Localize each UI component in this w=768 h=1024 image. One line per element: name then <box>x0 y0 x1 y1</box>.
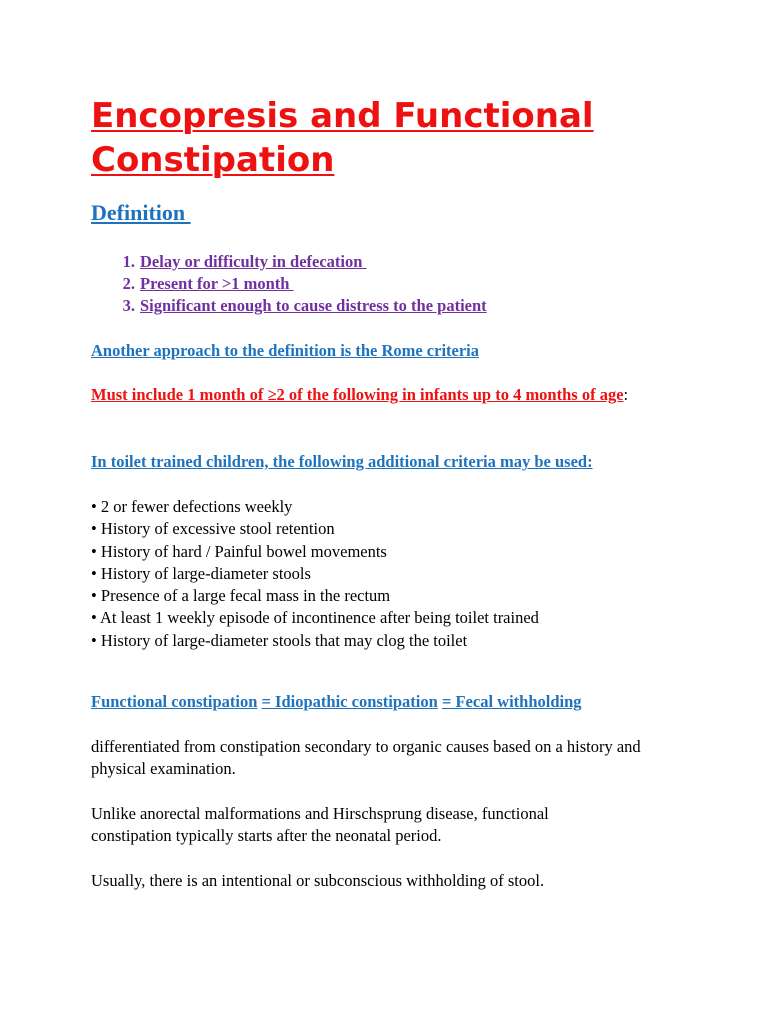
list-item-text: Delay or difficulty in defecation <box>140 252 367 271</box>
list-item-number: 2. <box>122 274 135 293</box>
list-item: • Presence of a large fecal mass in the rectum <box>91 586 391 606</box>
list-item: • History of hard / Painful bowel movements <box>91 541 387 561</box>
withholding-paragraph: Usually, there is an intentional or subconscious withholding of stool. <box>91 871 545 890</box>
rome-criteria-line <box>91 340 479 362</box>
list-item <box>91 251 487 273</box>
definition-heading: Definition <box>91 200 191 225</box>
list-item: • At least 1 weekly episode of incontinence after being toilet trained <box>91 608 539 628</box>
list-item: • History of large-diameter stools <box>91 563 311 583</box>
anorectal-paragraph: Unlike anorectal malformations and Hirschsprung disease, functional constipation typically starts after the neonatal period. <box>91 804 549 845</box>
list-item <box>91 273 487 295</box>
list-item-text: Present for >1 month <box>140 274 294 293</box>
must-include-suffix: : <box>623 385 629 404</box>
list-item-text: Significant enough to cause distress to the patient <box>140 296 487 315</box>
list-item-number: 1. <box>122 252 135 271</box>
list-item: • History of excessive stool retention <box>91 519 335 539</box>
list-item-number: 3. <box>122 296 135 315</box>
synonyms-line <box>91 691 582 713</box>
idiopathic-constipation-term: = Idiopathic constipation <box>261 692 438 711</box>
document-title: Encopresis and Functional Constipation <box>91 96 594 180</box>
fecal-withholding-term: = Fecal withholding <box>441 692 582 711</box>
toilet-trained-text: In toilet trained children, the following additional criteria may be used: <box>91 452 593 471</box>
list-item <box>91 295 487 317</box>
differentiated-paragraph: differentiated from constipation secondary to organic causes based on a history and physical examination. <box>91 737 641 778</box>
definition-list <box>91 251 487 317</box>
list-item: • 2 or fewer defections weekly <box>91 497 293 516</box>
functional-constipation-term: Functional constipation <box>91 692 258 711</box>
criteria-bullet-list <box>91 496 539 652</box>
toilet-trained-line <box>91 451 593 473</box>
must-include-paragraph <box>91 384 681 406</box>
must-include-text: Must include 1 month of ≥2 of the following in infants up to 4 months of age <box>91 385 624 404</box>
list-item: • History of large-diameter stools that may clog the toilet <box>91 630 468 650</box>
rome-criteria-text: Another approach to the definition is the Rome criteria <box>91 341 480 360</box>
